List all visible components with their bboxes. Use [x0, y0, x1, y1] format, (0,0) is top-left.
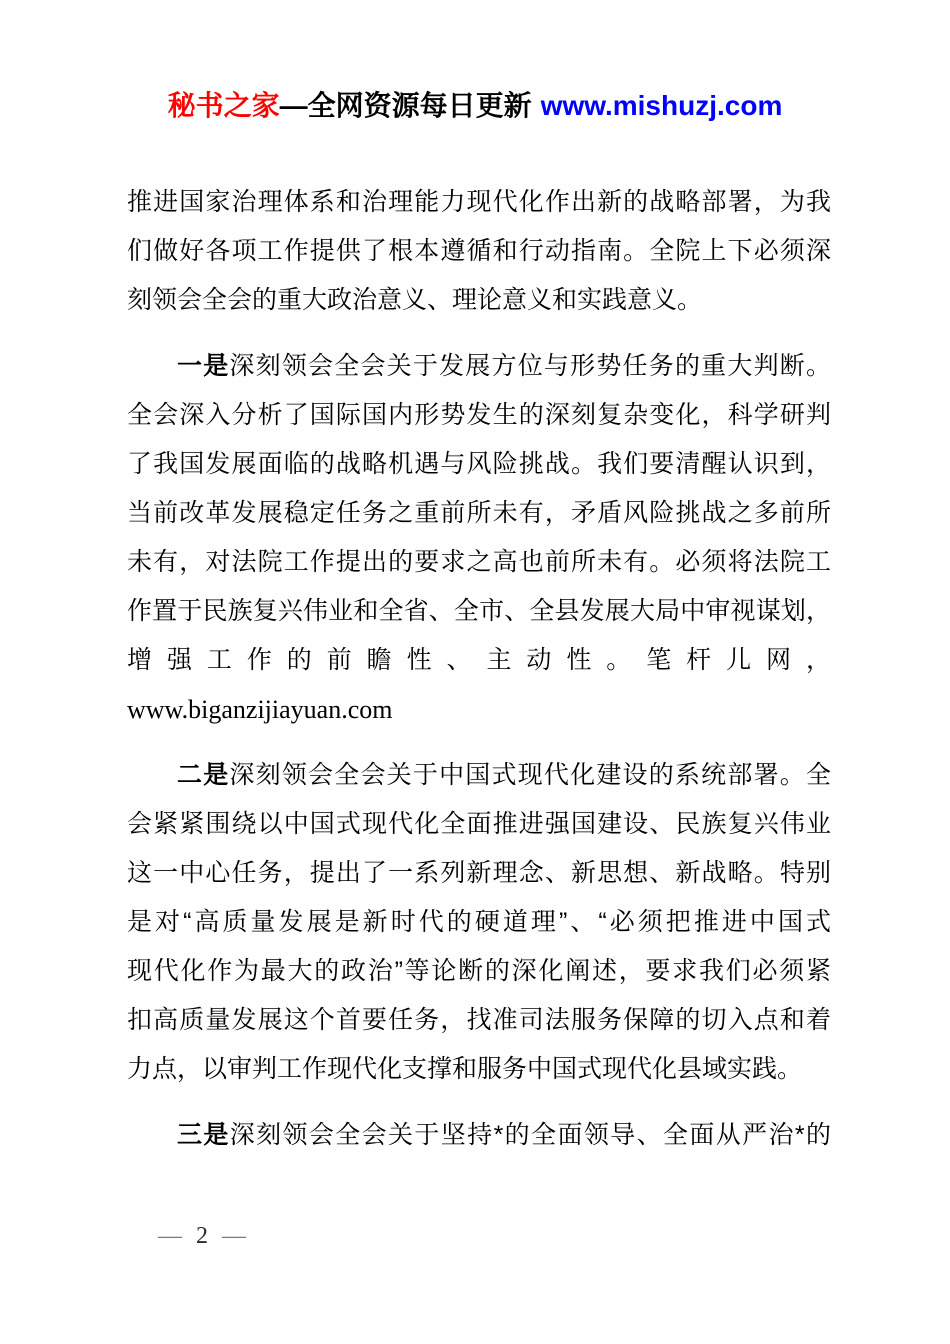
paragraph-continuation	[127, 178, 831, 325]
page-footer	[158, 1223, 246, 1250]
text-line: 是对“高质量发展是新时代的硬道理”、“必须把推进中国式	[127, 908, 831, 936]
text-line: 力点，以审判工作现代化支撑和服务中国式现代化县域实践。	[127, 1055, 803, 1083]
text-line: 们做好各项工作提供了根本遵循和行动指南。全院上下必须深	[127, 237, 831, 265]
header-tagline: —全网资源每日更新	[279, 90, 532, 121]
document-body	[127, 178, 831, 1160]
paragraph-point-one	[127, 342, 831, 734]
text-line: 现代化作为最大的政治”等论断的深化阐述，要求我们必须紧	[127, 957, 831, 985]
text-line: 了我国发展面临的战略机遇与风险挑战。我们要清醒认识到，	[127, 450, 831, 478]
page-number-right-dash: —	[222, 1223, 246, 1249]
text-line: 推进国家治理体系和治理能力现代化作出新的战略部署，为我	[127, 188, 831, 216]
brand-name: 秘书之家	[167, 90, 280, 121]
text-line: 会紧紧围绕以中国式现代化全面推进强国建设、民族复兴伟业	[127, 810, 831, 838]
paragraph-point-three	[127, 1111, 831, 1160]
page-number: 2	[196, 1223, 208, 1249]
paragraph-lead-bold: 一是	[177, 352, 230, 380]
text-line: 扣高质量发展这个首要任务，找准司法服务保障的切入点和着	[127, 1006, 831, 1034]
paragraph-lead-bold: 二是	[177, 761, 230, 789]
text-line: 全会深入分析了国际国内形势发生的深刻复杂变化，科学研判	[127, 401, 831, 429]
header-site-url: www.mishuzj.com	[540, 90, 783, 121]
text-line: 未有，对法院工作提出的要求之高也前所未有。必须将法院工	[127, 548, 831, 576]
text-line: 这一中心任务，提出了一系列新理念、新思想、新战略。特别	[127, 859, 831, 887]
text-line: 二是深刻领会全会关于中国式现代化建设的系统部署。全	[177, 761, 831, 789]
page-header	[0, 84, 950, 124]
text-line: 增强工作的前瞻性、主动性。笔杆儿网，	[127, 646, 831, 674]
paragraph-point-two	[127, 751, 831, 1094]
text-line: 当前改革发展稳定任务之重前所未有，矛盾风险挑战之多前所	[127, 499, 831, 527]
page-number-left-dash: —	[158, 1223, 182, 1249]
text-line: 作置于民族复兴伟业和全省、全市、全县发展大局中审视谋划，	[127, 597, 831, 625]
text-line: 刻领会全会的重大政治意义、理论意义和实践意义。	[127, 286, 703, 314]
text-line: 三是深刻领会全会关于坚持*的全面领导、全面从严治*的	[177, 1121, 831, 1149]
text-line: 一是深刻领会全会关于发展方位与形势任务的重大判断。	[177, 352, 831, 380]
paragraph-lead-bold: 三是	[177, 1121, 230, 1149]
watermark-url-line: www.biganzijiayuan.com	[127, 695, 393, 724]
